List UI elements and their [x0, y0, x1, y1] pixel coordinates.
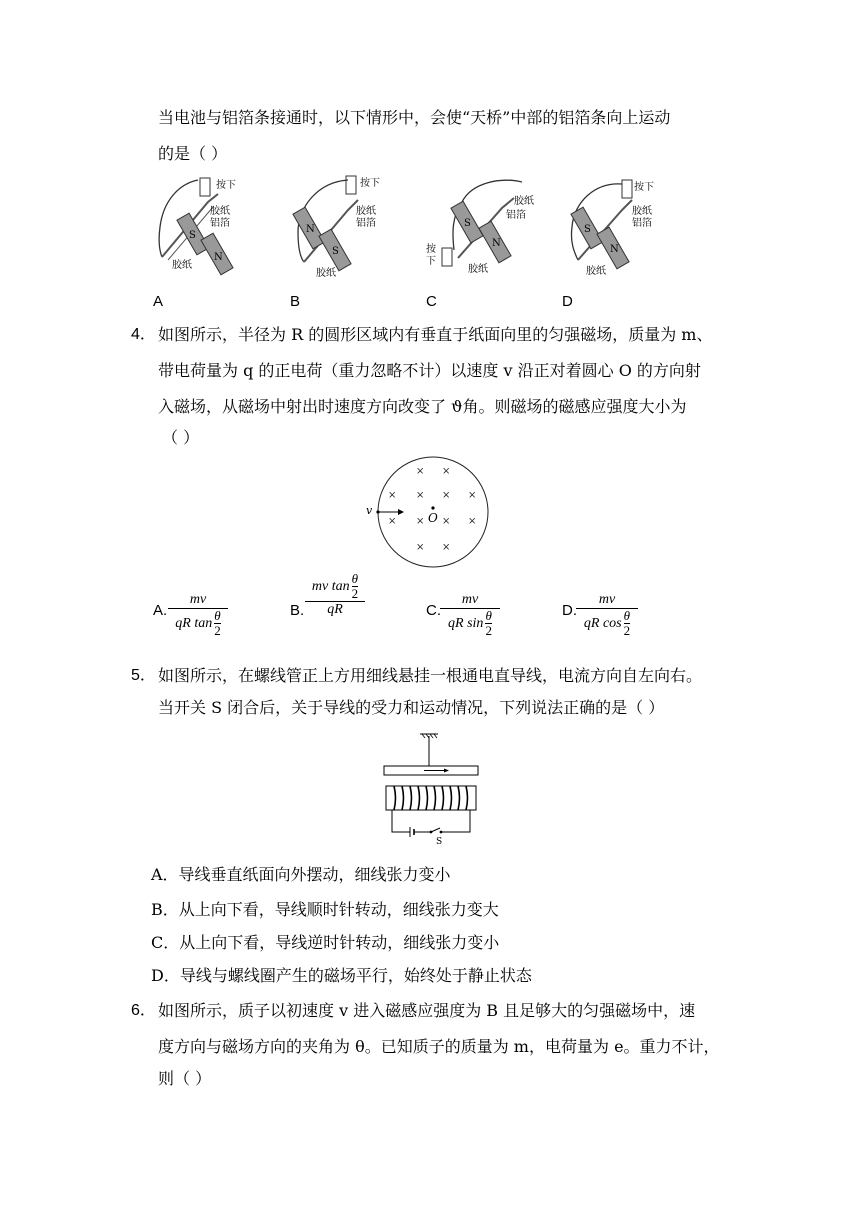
pole-n: N [492, 238, 501, 249]
label-press-2: 下 [426, 256, 436, 267]
label-tape-2: 胶纸 [586, 266, 606, 277]
label-press-1: 按 [426, 244, 436, 255]
cross: × [416, 466, 425, 477]
q3-line1: 当电池与铝箔条接通时，以下情形中，会使“天桥”中部的铝箔条向上运动 [158, 108, 671, 127]
label-press: 按下 [216, 180, 236, 191]
label-tape: 胶纸 [514, 196, 534, 207]
cross: × [442, 516, 451, 527]
q3-figure-b [288, 172, 408, 282]
label-foil: 铝箔 [506, 210, 526, 221]
pole-s: S [464, 218, 471, 229]
pole-n: N [306, 224, 315, 235]
center-o: O [428, 511, 438, 525]
q4-magnetic-field-figure [362, 452, 492, 570]
numerator: mv tan [311, 578, 350, 594]
q4-option-a-label: A. [153, 602, 168, 619]
denominator: qR sin [448, 615, 484, 631]
pole-n: N [214, 252, 223, 263]
q5-solenoid-figure [380, 732, 482, 844]
q3-figure-a [148, 172, 268, 282]
cross: × [468, 490, 477, 501]
q3-figure-c [422, 172, 552, 282]
label-tape-2: 胶纸 [316, 268, 336, 279]
label-tape: 胶纸 [356, 206, 376, 217]
denominator: qR cos [583, 615, 622, 631]
half-angle-top: θ [214, 608, 221, 623]
q4-line4: （ ） [162, 428, 200, 447]
q4-line3: 入磁场，从磁场中射出时速度方向改变了 ϑ角。则磁场的磁感应强度大小为 [158, 397, 687, 416]
field-crosses [388, 466, 476, 553]
cross: × [442, 490, 451, 501]
label-press: 按下 [360, 178, 380, 189]
pole-s: S [332, 246, 339, 257]
cross: × [442, 542, 451, 553]
q5-option-a: A．导线垂直纸面向外摆动，细线张力变小 [151, 865, 451, 884]
q4-line1: 如图所示，半径为 R 的圆形区域内有垂直于纸面向里的匀强磁场，质量为 m、 [158, 325, 713, 344]
q6-line2: 度方向与磁场方向的夹角为 θ。已知质子的质量为 m，电荷量为 e。重力不计， [158, 1037, 720, 1056]
numerator: mv [189, 592, 207, 607]
q5-number: 5． [131, 667, 156, 684]
label-tape: 胶纸 [632, 206, 652, 217]
half-angle-top: θ [485, 608, 492, 623]
denominator: qR [327, 602, 343, 617]
q6-line1: 如图所示，质子以初速度 v 进入磁感应强度为 B 且足够大的匀强磁场中，速 [158, 1001, 696, 1020]
numerator: mv [461, 592, 479, 607]
q4-option-c-label: C. [426, 602, 441, 619]
q4-option-d-label: D. [562, 602, 577, 619]
switch-s: S [436, 837, 443, 844]
denominator: qR tan [175, 615, 213, 631]
pole-s: S [584, 224, 591, 235]
half-angle-bottom: 2 [214, 623, 221, 638]
half-angle-bottom: 2 [623, 623, 631, 638]
q5-option-b: B．从上向下看，导线顺时针转动，细线张力变大 [151, 900, 499, 919]
q3-option-c: C [426, 293, 437, 310]
cross: × [468, 516, 477, 527]
cross: × [388, 490, 397, 501]
q4-option-d-formula [576, 592, 638, 638]
q4-option-c-formula [440, 592, 500, 638]
label-foil: 铝箔 [210, 218, 230, 229]
q5-option-d: D．导线与螺线圈产生的磁场平行，始终处于静止状态 [151, 966, 532, 985]
label-foil: 铝箔 [632, 218, 652, 229]
cross: × [442, 466, 451, 477]
cross: × [416, 542, 425, 553]
q4-option-b-label: B. [290, 602, 305, 619]
q4-option-b-formula [305, 572, 365, 618]
label-foil: 铝箔 [356, 218, 376, 229]
label-press: 按下 [634, 182, 654, 193]
label-tape-2: 胶纸 [468, 264, 488, 275]
cross: × [416, 516, 425, 527]
q4-number: 4． [131, 326, 156, 343]
q4-option-a-formula [168, 592, 228, 638]
pole-n: N [610, 244, 619, 255]
velocity-v: v [366, 504, 373, 517]
half-angle-bottom: 2 [485, 623, 492, 638]
q5-line2: 当开关 S 闭合后，关于导线的受力和运动情况，下列说法正确的是（ ） [158, 698, 665, 717]
q3-option-b: B [290, 293, 301, 310]
label-tape: 胶纸 [210, 206, 230, 217]
q3-option-a: A [153, 293, 164, 310]
q3-line2: 的是（ ） [158, 144, 228, 163]
q5-option-c: C．从上向下看，导线逆时针转动，细线张力变小 [151, 933, 500, 952]
label-tape-2: 胶纸 [172, 260, 192, 271]
cross: × [416, 490, 425, 501]
half-angle-top: θ [623, 608, 631, 623]
numerator: mv [598, 592, 616, 607]
q5-line1: 如图所示，在螺线管正上方用细线悬挂一根通电直导线，电流方向自左向右。 [158, 666, 703, 685]
q3-option-d: D [562, 293, 573, 310]
q6-number: 6． [131, 1002, 156, 1019]
q6-line3: 则（ ） [158, 1069, 212, 1088]
q3-figure-d [560, 172, 680, 282]
q4-line2: 带电荷量为 q 的正电荷（重力忽略不计）以速度 v 沿正对着圆心 O 的方向射 [158, 361, 701, 380]
half-angle-top: θ [351, 571, 359, 586]
cross: × [388, 516, 397, 527]
pole-s: S [189, 230, 196, 241]
half-angle-bottom: 2 [351, 586, 359, 601]
